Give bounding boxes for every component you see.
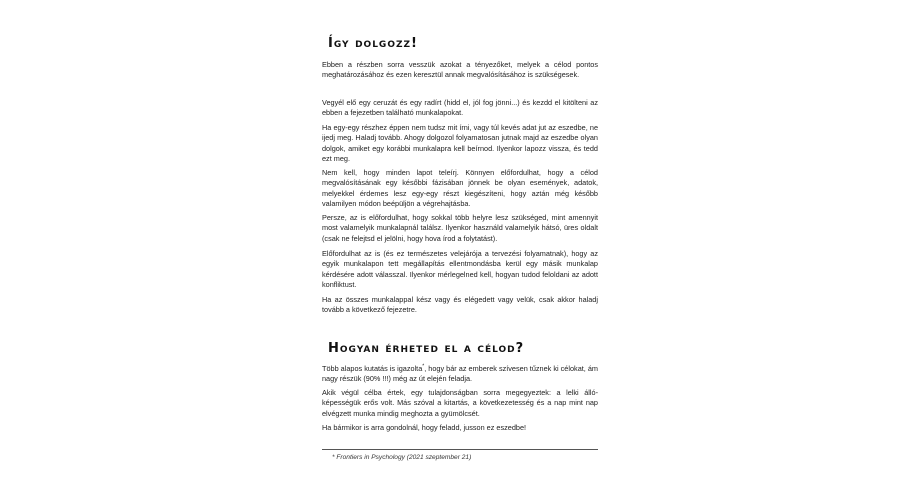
paragraph: Előfordulhat az is (és ez természetes velejárója a tervezési folyamatnak), hogy az egyik munkalapon tett megállapítás ellentmondásba kerül egy másik munkalap kérdésére adott válasszal. Ilyenkor mérlegelned kell, hogyan tudod feloldani az adott konfliktust.: [322, 249, 598, 289]
paragraph-text-start: Több alapos kutatás is igazolta: [322, 364, 423, 373]
paragraph: Persze, az is előfordulhat, hogy sokkal több helyre lesz szükséged, mint amennyit most valamelyik munkalapnál találsz. Ilyenkor használd valamelyik hátsó, üres oldalt (csak ne felejtsd el jelölni, hogy hova írod a folytatást).: [322, 213, 598, 243]
paragraph: Ha az összes munkalappal kész vagy és elégedett vagy velük, csak akkor haladj tovább a következő fejezetre.: [322, 295, 598, 315]
section-heading-work: Így dolgozz!: [328, 36, 418, 51]
paragraph: Ebben a részben sorra vesszük azokat a tényezőket, melyek a célod pontos meghatározásához és ezen keresztül annak megvalósításához is szükségesek.: [322, 60, 598, 80]
footnote: * Frontiers in Psychology (2021 szeptember 21): [332, 454, 472, 461]
paragraph: Akik végül célba értek, egy tulajdonságban sorra megegyeztek: a lelki állóképességük erős volt. Más szóval a kitartás, a következetesség és a nap mint nap elvégzett munka mindig meghozta a gyümölcsét.: [322, 388, 598, 418]
paragraph-text-end: , hogy bár az emberek szívesen tűznek ki célokat, ám nagy részük (90% !!!) még az út elején feladja.: [322, 364, 598, 384]
paragraph: Nem kell, hogy minden lapot teleírj. Könnyen előfordulhat, hogy a célod megvalósításának egy későbbi fázisában jönnek be olyan események, adatok, melyekkel érdemes lesz egy-egy részt kiegészíteni, hogy aztán még később valamilyen módon beépüljön a végrehajtásba.: [322, 168, 598, 208]
paragraph: Ha egy-egy részhez éppen nem tudsz mit írni, vagy túl kevés adat jut az eszedbe, ne ijedj meg. Haladj tovább. Ahogy dolgozol folyamatosan jutnak majd az eszedbe olyan dolgok, amiket egy korábbi munkalapra kell beírnod. Ilyenkor lapozz vissza, és tedd ezt meg.: [322, 123, 598, 163]
book-page: [322, 0, 598, 500]
paragraph: Ha bármikor is arra gondolnál, hogy feladd, jusson ez eszedbe!: [322, 423, 527, 432]
paragraph: Vegyél elő egy ceruzát és egy radírt (hidd el, jól fog jönni...) és kezdd el kitölteni az ebben a fejezetben található munkalapokat.: [322, 98, 598, 118]
footnote-divider: [322, 449, 598, 450]
section-heading-goal: Hogyan érheted el a célod?: [328, 341, 525, 356]
paragraph-with-footnote-ref: [322, 364, 598, 385]
footnote-marker: *: [422, 363, 425, 370]
